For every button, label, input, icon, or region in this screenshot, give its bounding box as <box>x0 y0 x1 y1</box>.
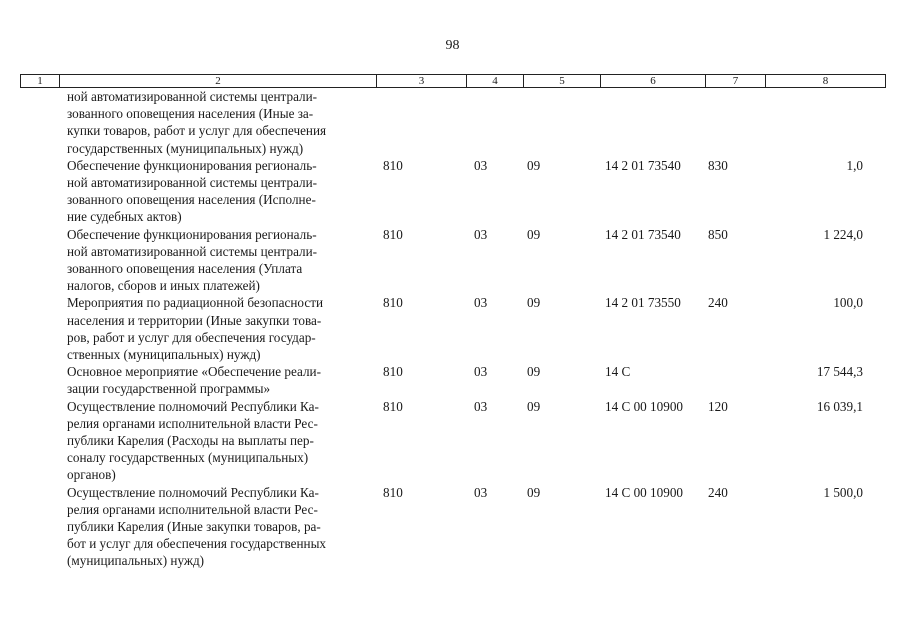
cell-amount: 17 544,3 <box>816 364 863 380</box>
cell-target-article: 14 2 01 73550 <box>605 295 681 311</box>
cell-amount: 1 500,0 <box>823 484 863 500</box>
cell-section-code: 03 <box>474 364 488 380</box>
cell-expense-type: 240 <box>708 484 728 500</box>
table-row <box>0 398 905 484</box>
cell-expense-type: 850 <box>708 226 728 242</box>
table-body <box>0 88 905 570</box>
cell-description: Осуществление полномочий Республики Ка- релия органами исполнительной власти Рес- публики Карелия (Иные закупки товаров, ра- бот и услуг для обеспечения государственных (муниципальных) нужд) <box>67 484 327 569</box>
cell-admin-code: 810 <box>383 364 403 380</box>
table-header-row <box>20 74 886 88</box>
cell-section-code: 03 <box>474 226 488 242</box>
cell-description: Обеспечение функционирования региональ- ной автоматизированной системы централи- зованного оповещения населения (Исполне- ние судебных актов) <box>67 157 318 225</box>
cell-subsection-code: 09 <box>527 484 541 500</box>
table-row <box>0 226 905 295</box>
cell-admin-code: 810 <box>383 295 403 311</box>
cell-section-code: 03 <box>474 157 488 173</box>
table-row <box>0 363 905 397</box>
header-col-6: 6 <box>650 75 656 87</box>
cell-section-code: 03 <box>474 295 488 311</box>
cell-section-code: 03 <box>474 398 488 414</box>
header-col-2: 2 <box>215 75 221 87</box>
cell-target-article: 14 С 00 10900 <box>605 484 684 500</box>
cell-amount: 16 039,1 <box>816 398 863 414</box>
header-col-5: 5 <box>559 75 565 87</box>
cell-description: ной автоматизированной системы централи- зованного оповещения населения (Иные за- купки товаров, работ и услуг для обеспечения государственных (муниципальных) нужд) <box>67 89 327 156</box>
cell-subsection-code: 09 <box>527 157 541 173</box>
page-number: 98 <box>445 38 460 53</box>
cell-subsection-code: 09 <box>527 398 541 414</box>
cell-admin-code: 810 <box>383 398 403 414</box>
cell-section-code: 03 <box>474 484 488 500</box>
cell-admin-code: 810 <box>383 484 403 500</box>
cell-expense-type: 830 <box>708 157 728 173</box>
header-col-8: 8 <box>822 75 829 87</box>
cell-admin-code: 810 <box>383 157 403 173</box>
cell-description: Осуществление полномочий Республики Ка- релия органами исполнительной власти Рес- публики Карелия (Расходы на выплаты пер- соналу государственных (муниципальных) органов) <box>67 398 319 483</box>
table-row <box>0 157 905 226</box>
cell-admin-code: 810 <box>383 226 403 242</box>
cell-amount: 1 224,0 <box>823 226 863 242</box>
cell-expense-type: 120 <box>708 398 728 414</box>
cell-target-article: 14 С 00 10900 <box>605 398 684 414</box>
cell-expense-type: 240 <box>708 295 728 311</box>
table-row <box>0 484 905 570</box>
cell-subsection-code: 09 <box>527 295 541 311</box>
header-col-7: 7 <box>732 75 739 87</box>
cell-target-article: 14 С <box>605 364 631 380</box>
cell-subsection-code: 09 <box>527 364 541 380</box>
cell-amount: 1,0 <box>846 157 863 173</box>
cell-target-article: 14 2 01 73540 <box>605 226 681 242</box>
cell-description: Основное мероприятие «Обеспечение реали- зации государственной программы» <box>67 364 321 397</box>
cell-subsection-code: 09 <box>527 226 541 242</box>
table-row <box>0 88 905 157</box>
header-col-4: 4 <box>492 75 498 87</box>
cell-description: Обеспечение функционирования региональ- ной автоматизированной системы централи- зованного оповещения населения (Уплата налогов, сборов и иных платежей) <box>67 226 318 294</box>
table-row <box>0 294 905 363</box>
header-col-1: 1 <box>37 75 43 87</box>
header-col-3: 3 <box>418 75 425 87</box>
cell-description: Мероприятия по радиационной безопасности населения и территории (Иные закупки това- ров, работ и услуг для обеспечения государ- ственных (муниципальных) нужд) <box>67 295 324 362</box>
cell-target-article: 14 2 01 73540 <box>605 157 681 173</box>
cell-amount: 100,0 <box>833 295 863 311</box>
